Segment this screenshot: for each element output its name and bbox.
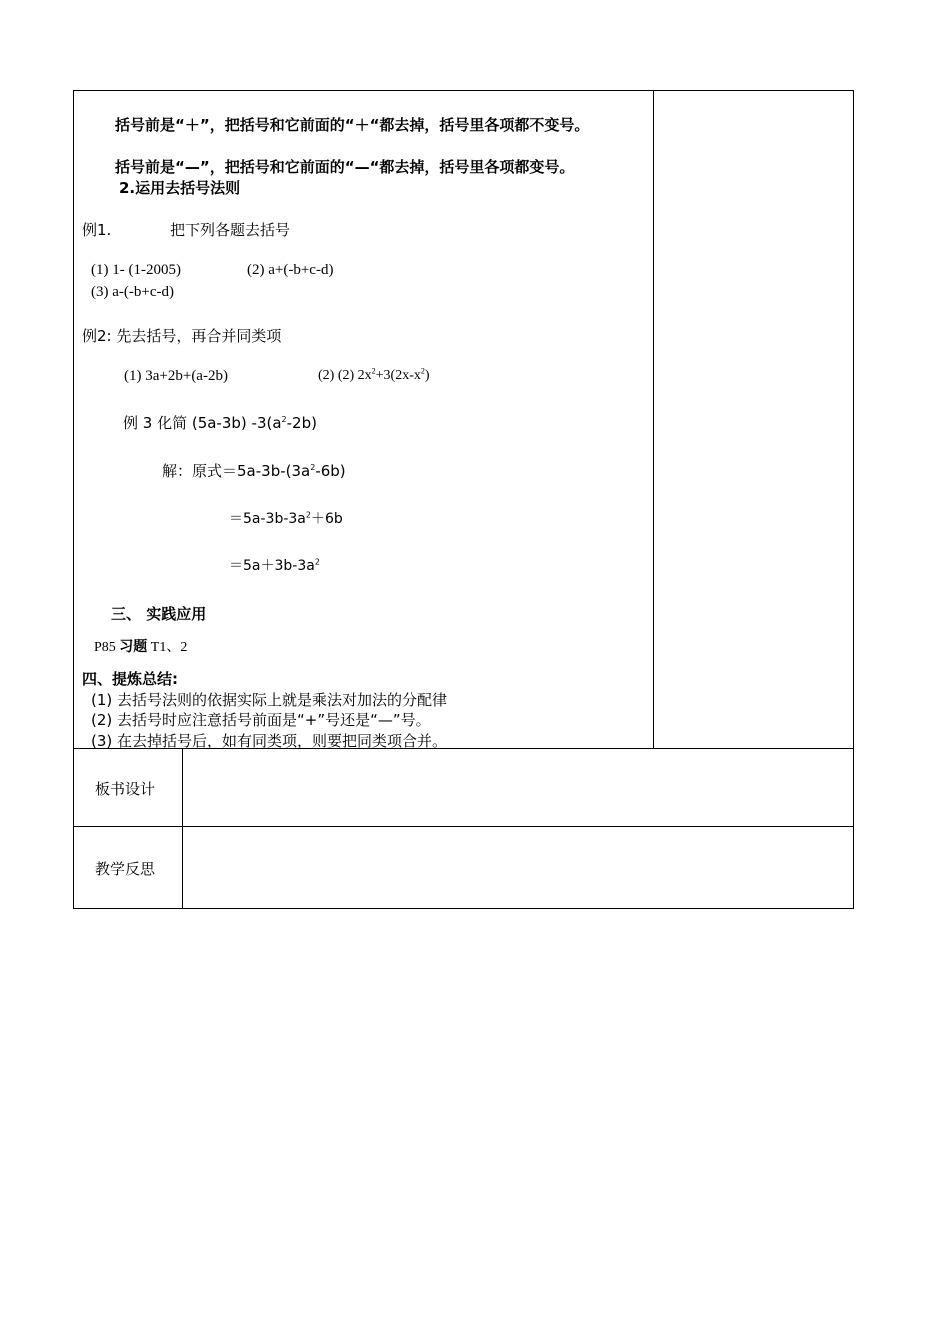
example3	[123, 412, 317, 433]
example3-prefix: 例 3 化简 (5a-3b) -3(a	[123, 414, 282, 432]
example2-item2-end: )	[424, 368, 430, 383]
solution-line1-suffix: -6b)	[315, 462, 346, 480]
example2-item2	[318, 368, 430, 384]
solution-line2-suffix: ＋6b	[310, 511, 343, 527]
solution-line1-prefix: 解：原式＝5a-3b-(3a	[162, 462, 311, 480]
table-left-border	[73, 90, 74, 909]
solution-line1-sup: 2	[310, 463, 316, 472]
example2-item1: (1) 3a+2b+(a-2b)	[124, 368, 228, 384]
solution-line2	[229, 508, 343, 528]
rule-minus: 括号前是“—”，把括号和它前面的“—“都去掉，括号里各项都变号。	[115, 158, 575, 176]
section3-title: 三、 实践应用	[111, 605, 207, 623]
section2-title: 2.运用去括号法则	[119, 179, 241, 197]
example2-item2-prefix: (2) (2) 2x	[318, 368, 372, 383]
label-column-divider	[182, 748, 183, 908]
summary-item-3: (3) 在去掉括号后，如有同类项，则要把同类项合并。	[91, 732, 448, 750]
example1-label: 例1.	[82, 221, 112, 239]
practice-page: P85	[94, 640, 120, 655]
table-bottom-border	[73, 908, 854, 909]
example1-item1: (1) 1- (1-2005)	[91, 262, 181, 278]
content-column-divider	[653, 90, 654, 748]
solution-line2-prefix: ＝5a-3b-3a	[229, 511, 306, 527]
example1-item3: (3) a-(-b+c-d)	[91, 284, 174, 300]
board-design-label: 板书设计	[95, 780, 156, 798]
practice-label: 习题	[119, 639, 148, 655]
example1-item2: (2) a+(-b+c-d)	[247, 262, 334, 278]
solution-line2-sup: 2	[305, 510, 311, 520]
example3-suffix: -2b)	[286, 414, 317, 432]
solution-line3-sup: 2	[314, 557, 320, 567]
section4-title: 四、提炼总结:	[82, 670, 178, 688]
example2-sup-a: 2	[371, 366, 376, 376]
practice-items: T1、2	[147, 640, 188, 655]
solution-line3-text: ＝5a＋3b-3a	[229, 558, 315, 574]
rule-plus: 括号前是“＋”，把括号和它前面的“＋“都去掉，括号里各项都不变号。	[115, 116, 590, 134]
example2-title: 例2: 先去括号，再合并同类项	[82, 327, 282, 345]
solution-line3	[229, 555, 320, 575]
example2-item2-mid: +3(2x-x	[375, 368, 421, 383]
table-top-border	[73, 90, 854, 91]
summary-item-2: (2) 去括号时应注意括号前面是“+”号还是“—”号。	[91, 711, 431, 729]
table-right-border	[853, 90, 854, 909]
practice-line	[94, 636, 187, 656]
row-divider-2	[73, 826, 854, 827]
example1-instruction: 把下列各题去括号	[170, 221, 291, 239]
example3-sup: 2	[281, 415, 287, 424]
example2-sup-b: 2	[420, 366, 425, 376]
summary-item-1: (1) 去括号法则的依据实际上就是乘法对加法的分配律	[91, 691, 448, 709]
teaching-reflection-label: 教学反思	[95, 860, 156, 878]
solution-line1	[162, 460, 346, 481]
